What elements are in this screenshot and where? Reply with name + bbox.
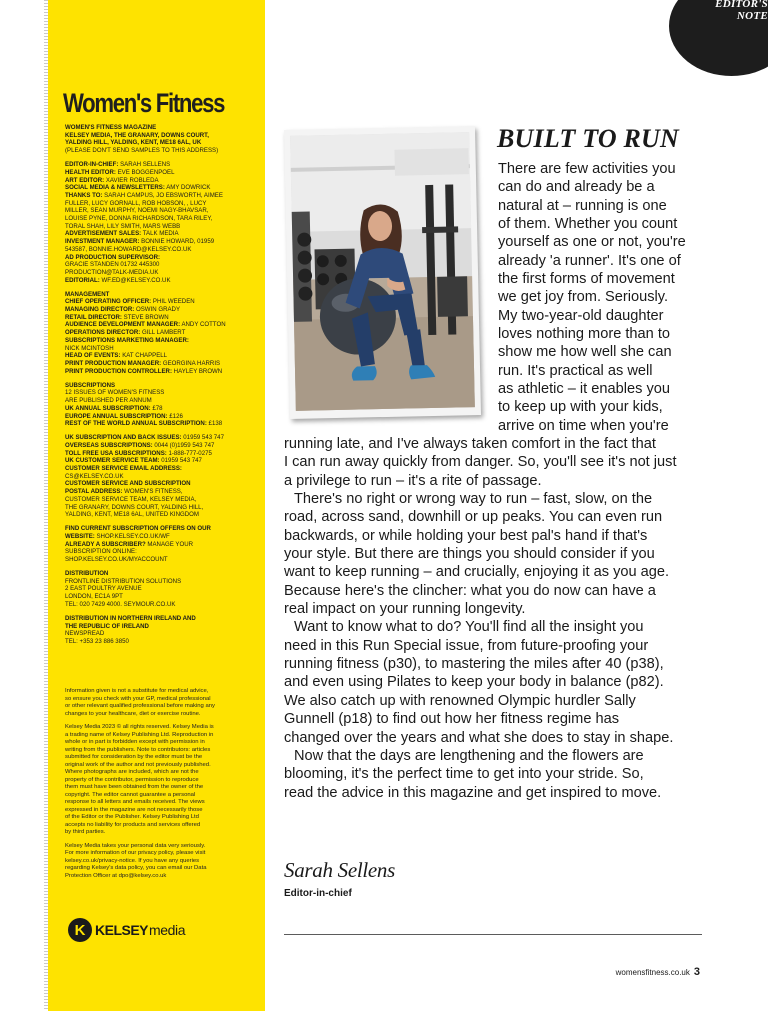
masthead-line xyxy=(65,238,263,246)
masthead-value: CS@KELSEY.CO.UK xyxy=(65,472,124,480)
article-line: Because here's the clincher: what you do now can have a xyxy=(284,582,656,599)
masthead-line xyxy=(65,473,263,481)
masthead-value: KAT CHAPPELL xyxy=(120,352,168,360)
masthead-value: EVE BOGGENPOEL xyxy=(115,168,175,176)
masthead-label: REST OF THE WORLD ANNUAL SUBSCRIPTION: xyxy=(65,420,207,428)
masthead-line xyxy=(65,630,263,638)
masthead-line xyxy=(65,601,263,609)
masthead-value: (PLEASE DON'T SEND SAMPLES TO THIS ADDRESS) xyxy=(65,147,219,155)
masthead-value: LOUISE PYNE, DONNA RICHARDSON, TARA RILEY, xyxy=(65,215,213,223)
masthead-label: TOLL FREE USA SUBSCRIPTIONS: xyxy=(65,449,167,457)
masthead-label: FIND CURRENT SUBSCRIPTION OFFERS ON OUR xyxy=(65,525,211,533)
masthead-group xyxy=(65,434,263,519)
divider-rule xyxy=(284,934,702,935)
masthead-label: CHIEF OPERATING OFFICER: xyxy=(65,298,152,306)
masthead-line xyxy=(65,291,263,299)
masthead-group xyxy=(65,382,263,428)
masthead-value: TEL: +353 23 886 3850 xyxy=(65,637,129,645)
masthead-line xyxy=(65,254,263,262)
masthead-label: INVESTMENT MANAGER: xyxy=(65,238,140,246)
masthead-value: 1-888-777-0275 xyxy=(166,449,212,457)
masthead-line xyxy=(65,504,263,512)
masthead-line xyxy=(65,261,263,269)
masthead-value: £78 xyxy=(150,404,163,412)
masthead-label: ADVERTISEMENT SALES: xyxy=(65,230,142,238)
editor-photo xyxy=(284,126,481,419)
masthead-value: GRACIE STANDEN 01732 445300 xyxy=(65,261,160,269)
article-line: Gunnell (p18) to find out how her fitness regime has xyxy=(284,711,620,728)
masthead-value: LONDON, EC1A 9PT xyxy=(65,593,123,601)
masthead-line xyxy=(65,345,263,353)
article-title: BUILT TO RUN xyxy=(497,124,680,153)
masthead-group xyxy=(65,291,263,376)
masthead-label: MANAGING DIRECTOR: xyxy=(65,306,135,314)
article-line: running fitness (p30), to mastering the miles after 40 (p38), xyxy=(284,656,664,673)
masthead-line xyxy=(65,405,263,413)
magazine-logo: Women's Fitness xyxy=(63,88,225,118)
masthead-line xyxy=(65,277,263,285)
masthead-line xyxy=(65,147,263,155)
article-line: want to keep running – and crucially, enjoying it as you age. xyxy=(284,564,670,581)
article-line: we get joy from. Seriously. xyxy=(498,289,669,306)
legal-line: For more information of our privacy policy, please visit xyxy=(65,850,206,856)
masthead-label: ALREADY A SUBSCRIBER? xyxy=(65,540,146,548)
masthead-label: UK CUSTOMER SERVICE TEAM: xyxy=(65,457,160,465)
masthead-value: STEVE BROWN xyxy=(121,313,169,321)
masthead-label: THANKS TO: xyxy=(65,191,103,199)
masthead-line xyxy=(65,382,263,390)
masthead-group xyxy=(65,615,263,646)
masthead-line xyxy=(65,533,263,541)
masthead-line xyxy=(65,298,263,306)
masthead-value: 2 EAST POULTRY AVENUE xyxy=(65,585,142,593)
masthead-line xyxy=(65,329,263,337)
legal-line: Information given is not a substitute for medical advice, xyxy=(65,688,209,694)
legal-line: Kelsey Media 2023 © all rights reserved. Kelsey Media is xyxy=(65,724,214,730)
masthead-credits xyxy=(65,124,263,652)
masthead-value: TEL: 020 7429 4000. SEYMOUR.CO.UK xyxy=(65,600,176,608)
article-line: arrive on time when you're xyxy=(498,417,669,434)
editor-signature: Sarah Sellens xyxy=(284,858,396,882)
article-line: a privilege to run – it's a rite of passage. xyxy=(284,472,542,489)
legal-paragraph xyxy=(65,688,263,718)
legal-line: changes to your healthcare, diet or exercise routine. xyxy=(65,710,201,717)
masthead-label: RETAIL DIRECTOR: xyxy=(65,313,122,321)
masthead-value: XAVIER ROBLEDA xyxy=(104,176,159,184)
article-line: as athletic – it enables you xyxy=(498,381,670,398)
masthead-line xyxy=(65,207,263,215)
masthead-value: CUSTOMER SERVICE TEAM, KELSEY MEDIA, xyxy=(65,495,197,503)
masthead-value: PRODUCTION@TALK-MEDIA.UK xyxy=(65,268,159,276)
masthead-line xyxy=(65,139,263,147)
masthead-value: PHIL WEEDEN xyxy=(151,298,195,306)
legal-line: kelsey.co.uk/privacy-notice. If you have any queries xyxy=(65,857,200,864)
masthead-value: TORAL SHAH, LILY SMITH, MARS WEBB xyxy=(65,222,181,230)
article-line: the first forms of movement xyxy=(498,271,675,288)
masthead-value: 01959 543 747 xyxy=(181,434,224,442)
masthead-value: THE GRANARY, DOWNS COURT, YALDING HILL, xyxy=(65,503,204,511)
masthead-line xyxy=(65,314,263,322)
masthead-value: WOMEN'S FITNESS, xyxy=(122,488,183,496)
masthead-label: EDITOR-IN-CHIEF: xyxy=(65,161,119,169)
masthead-value: NICK MCINTOSH xyxy=(65,344,114,352)
legal-line: them must have been obtained from the owner of the xyxy=(65,784,204,790)
article-line: show me how well she can xyxy=(498,344,672,361)
masthead-value: SHOP.KELSEY.CO.UK/MYACCOUNT xyxy=(65,556,168,564)
masthead-value: 01959 543 747 xyxy=(159,457,202,465)
masthead-group xyxy=(65,570,263,609)
masthead-value: ANDY COTTON xyxy=(180,321,226,329)
article-line: yourself as one or not, you're xyxy=(498,234,686,251)
masthead-value: ARE PUBLISHED PER ANNUM xyxy=(65,397,152,405)
article-line: Want to know what to do? You'll find all the insight you xyxy=(294,619,644,636)
article-line: run. It's practical as well xyxy=(498,362,653,379)
legal-line: copyright. The editor cannot guarantee a personal xyxy=(65,791,196,798)
article-line: blooming, it's the perfect time to get into your stride. So, xyxy=(284,766,644,783)
masthead-label: DISTRIBUTION xyxy=(65,570,109,578)
section-tab xyxy=(669,0,768,76)
masthead-label: KELSEY MEDIA, THE GRANARY, DOWNS COURT, xyxy=(65,131,209,139)
article-line: to keep up with your kids, xyxy=(498,399,663,416)
masthead-value: YALDING, KENT, ME18 6AL, UNITED KINGDOM xyxy=(65,511,199,519)
masthead-line xyxy=(65,169,263,177)
masthead-line xyxy=(65,321,263,329)
masthead-label: CUSTOMER SERVICE EMAIL ADDRESS: xyxy=(65,465,182,473)
masthead-value: NEWSPREAD xyxy=(65,630,105,638)
masthead-line xyxy=(65,442,263,450)
masthead-line xyxy=(65,360,263,368)
masthead-label: MANAGEMENT xyxy=(65,290,110,298)
masthead-label: HEALTH EDITOR: xyxy=(65,168,116,176)
masthead-line xyxy=(65,593,263,601)
legal-line: Where photographs are included, which are not the xyxy=(65,769,199,775)
masthead-value: SUBSCRIPTION ONLINE: xyxy=(65,548,137,556)
masthead-value: OSWIN GRADY xyxy=(134,306,181,314)
masthead-value: SARAH SELLENS xyxy=(118,161,171,169)
legal-line: by third parties. xyxy=(65,829,106,835)
masthead-line xyxy=(65,413,263,421)
masthead-line xyxy=(65,223,263,231)
masthead-line xyxy=(65,434,263,442)
article-line: Now that the days are lengthening and the flowers are xyxy=(294,747,644,764)
publisher-logo-word: KELSEY xyxy=(95,922,149,938)
masthead-line xyxy=(65,585,263,593)
masthead-line xyxy=(65,124,263,132)
masthead-label: YALDING HILL, YALDING, KENT, ME18 6AL, UK xyxy=(65,139,202,147)
article-line: road, across sand, downhill or up peaks. You can even run xyxy=(284,509,663,526)
section-tab-line1: EDITOR'S xyxy=(715,0,768,10)
masthead-label: SUBSCRIPTIONS xyxy=(65,381,116,389)
legal-line: or other relevant qualified professional before making any xyxy=(65,703,215,709)
masthead-line xyxy=(65,457,263,465)
signature-role: Editor-in-chief xyxy=(284,888,352,899)
masthead-line xyxy=(65,615,263,623)
article-line: and even using Pilates to keep your body in balance (p82). xyxy=(284,674,664,691)
masthead-label: AUDIENCE DEVELOPMENT MANAGER: xyxy=(65,321,181,329)
masthead-line xyxy=(65,368,263,376)
legal-line: original work of the author and not previously published. xyxy=(65,761,211,768)
legal-line: submitted for consideration by the editor must be the xyxy=(65,754,203,760)
article-line: There's no right or wrong way to run – fast, slow, on the xyxy=(294,491,653,508)
legal-paragraph xyxy=(65,843,263,881)
footer-site: womensfitness.co.uk xyxy=(615,968,690,977)
masthead-value: SARAH CAMPUS, JO EBSWORTH, AIMEE xyxy=(102,191,223,199)
masthead-line xyxy=(65,420,263,428)
masthead-line xyxy=(65,638,263,646)
masthead-line xyxy=(65,389,263,397)
masthead-line xyxy=(65,525,263,533)
legal-line: accepts no liability for products and services offered xyxy=(65,821,201,828)
masthead-label: DISTRIBUTION IN NORTHERN IRELAND AND xyxy=(65,614,196,622)
article-line: need in this Run Special issue, from future-proofing your xyxy=(284,637,649,654)
masthead-label: AD PRODUCTION SUPERVISOR: xyxy=(65,253,161,261)
masthead-label: CUSTOMER SERVICE AND SUBSCRIPTION xyxy=(65,480,191,488)
legal-line: expressed in the magazine are not necessarily those xyxy=(65,806,203,813)
article-column-text xyxy=(498,160,686,435)
masthead-line xyxy=(65,548,263,556)
masthead-value: FRONTLINE DISTRIBUTION SOLUTIONS xyxy=(65,577,182,585)
article-line: natural at – running is one xyxy=(498,197,667,214)
article-line: changed over the years and what she does to stay in shape. xyxy=(284,729,674,746)
masthead-line xyxy=(65,215,263,223)
masthead-value: 12 ISSUES OF WOMEN'S FITNESS xyxy=(65,389,165,397)
article-line: real impact on your running longevity. xyxy=(284,601,526,618)
masthead-label: EUROPE ANNUAL SUBSCRIPTION: xyxy=(65,412,168,420)
article-line: We also catch up with renowned Olympic hurdler Sally xyxy=(284,692,636,709)
legal-line: a trading name of Kelsey Publishing Ltd. Reproduction in xyxy=(65,731,214,738)
masthead-line xyxy=(65,578,263,586)
masthead-value: HAYLEY BROWN xyxy=(171,367,223,375)
masthead-value: BONNIE HOWARD, 01959 xyxy=(139,238,215,246)
publisher-logo xyxy=(68,918,185,942)
masthead-line xyxy=(65,450,263,458)
masthead-line xyxy=(65,541,263,549)
masthead-line xyxy=(65,488,263,496)
page-margin xyxy=(0,0,44,1011)
masthead-group xyxy=(65,525,263,564)
article-line: loves nothing more than to xyxy=(498,326,670,343)
masthead-value: TALK MEDIA xyxy=(141,230,179,238)
masthead-label: OPERATIONS DIRECTOR: xyxy=(65,329,141,337)
masthead-value: FULLER, LUCY GORNALL, ROB HOBSON, , LUCY xyxy=(65,199,207,207)
masthead-line xyxy=(65,397,263,405)
masthead-line xyxy=(65,269,263,277)
masthead-value: 0044 (0)1959 543 747 xyxy=(152,441,215,449)
legal-line: of the Editor or the Publisher. Kelsey Publishing Ltd xyxy=(65,814,199,820)
masthead-line xyxy=(65,246,263,254)
article-line: backwards, or while holding your best pal's hand if that's xyxy=(284,527,648,544)
kelsey-badge-icon: K xyxy=(68,918,92,942)
page-number: 3 xyxy=(693,966,700,978)
legal-line: response to all letters and emails received. The views xyxy=(65,799,205,805)
article-line: of them. Whether you count xyxy=(498,216,678,233)
article-line: your style. But there are things you should consider if you xyxy=(284,546,655,563)
legal-line: Protection Officer at dpo@kelsey.co.uk xyxy=(65,872,167,879)
masthead-value: £138 xyxy=(206,420,223,428)
masthead-label: HEAD OF EVENTS: xyxy=(65,352,121,360)
masthead-value: WF.ED@KELSEY.CO.UK xyxy=(99,276,171,284)
masthead-line xyxy=(65,352,263,360)
section-tab-line2: NOTE xyxy=(736,10,768,22)
masthead-label: WEBSITE: xyxy=(65,532,95,540)
legal-notice xyxy=(65,688,263,886)
masthead-label: OVERSEAS SUBSCRIPTIONS: xyxy=(65,441,153,449)
masthead-label: PRINT PRODUCTION MANAGER: xyxy=(65,359,162,367)
masthead-line xyxy=(65,480,263,488)
masthead-line xyxy=(65,200,263,208)
masthead-line xyxy=(65,184,263,192)
legal-line: regarding Kelsey's data policy, you can email our Data xyxy=(65,865,207,871)
legal-line: Kelsey Media takes your personal data very seriously. xyxy=(65,842,206,849)
masthead-label: SOCIAL MEDIA & NEWSLETTERS: xyxy=(65,184,165,192)
masthead-line xyxy=(65,230,263,238)
masthead-value: MILLER, SEAN MURPHY, NOEMI NAGY-BHAVSAR, xyxy=(65,207,209,215)
masthead-value: GILL LAMBERT xyxy=(140,329,186,337)
masthead-value: GEORGINA HARRIS xyxy=(161,359,221,367)
masthead-label: WOMEN'S FITNESS MAGAZINE xyxy=(65,124,157,131)
masthead-line xyxy=(65,556,263,564)
legal-line: writing from the publishers. Note to contributors: articles xyxy=(65,746,211,753)
masthead-label: THE REPUBLIC OF IRELAND xyxy=(65,622,149,630)
article-line: read the advice in this magazine and get inspired to move. xyxy=(284,784,662,801)
masthead-value: MANAGE YOUR xyxy=(145,540,193,548)
publisher-logo-suffix: media xyxy=(149,922,186,938)
masthead-label: EDITORIAL: xyxy=(65,276,100,284)
masthead-line xyxy=(65,465,263,473)
masthead-label: UK SUBSCRIPTION AND BACK ISSUES: xyxy=(65,434,182,442)
article-body-text xyxy=(284,435,677,802)
masthead-value: £126 xyxy=(167,412,183,420)
article-line: can do and already be a xyxy=(498,179,655,196)
masthead-label: ART EDITOR: xyxy=(65,176,105,184)
masthead-line xyxy=(65,337,263,345)
masthead-value: 543587, BONNIE.HOWARD@KELSEY.CO.UK xyxy=(65,245,192,253)
article-line: My two-year-old daughter xyxy=(498,307,664,324)
masthead-label: PRINT PRODUCTION CONTROLLER: xyxy=(65,367,172,375)
page-footer xyxy=(616,966,700,978)
article-line: There are few activities you xyxy=(498,161,676,177)
masthead-line xyxy=(65,192,263,200)
masthead-line xyxy=(65,132,263,140)
masthead-line xyxy=(65,306,263,314)
legal-line: whole or in part is forbidden except with permission in xyxy=(65,739,205,745)
masthead-line xyxy=(65,511,263,519)
article-line: already 'a runner'. It's one of xyxy=(498,252,681,269)
article-line: running late, and I've always taken comfort in the fact that xyxy=(284,436,656,452)
article-line: I can run away quickly from danger. So, you'll see it's not just xyxy=(284,454,677,471)
masthead-group xyxy=(65,124,263,155)
legal-line: so ensure you check with your GP, medical professional xyxy=(65,695,211,702)
masthead-line xyxy=(65,161,263,169)
masthead-value: SHOP.KELSEY.CO.UK/WF xyxy=(94,532,170,540)
masthead-value: AMY DOWRICK xyxy=(164,184,211,192)
masthead-line xyxy=(65,570,263,578)
masthead-line xyxy=(65,496,263,504)
masthead-line xyxy=(65,177,263,185)
masthead-label: SUBSCRIPTIONS MARKETING MANAGER: xyxy=(65,336,189,344)
legal-line: property of the contributor, permission to reproduce xyxy=(65,776,199,783)
masthead-label: POSTAL ADDRESS: xyxy=(65,488,123,496)
masthead-group xyxy=(65,161,263,284)
masthead-label: UK ANNUAL SUBSCRIPTION: xyxy=(65,404,151,412)
masthead-line xyxy=(65,623,263,631)
legal-paragraph xyxy=(65,724,263,837)
